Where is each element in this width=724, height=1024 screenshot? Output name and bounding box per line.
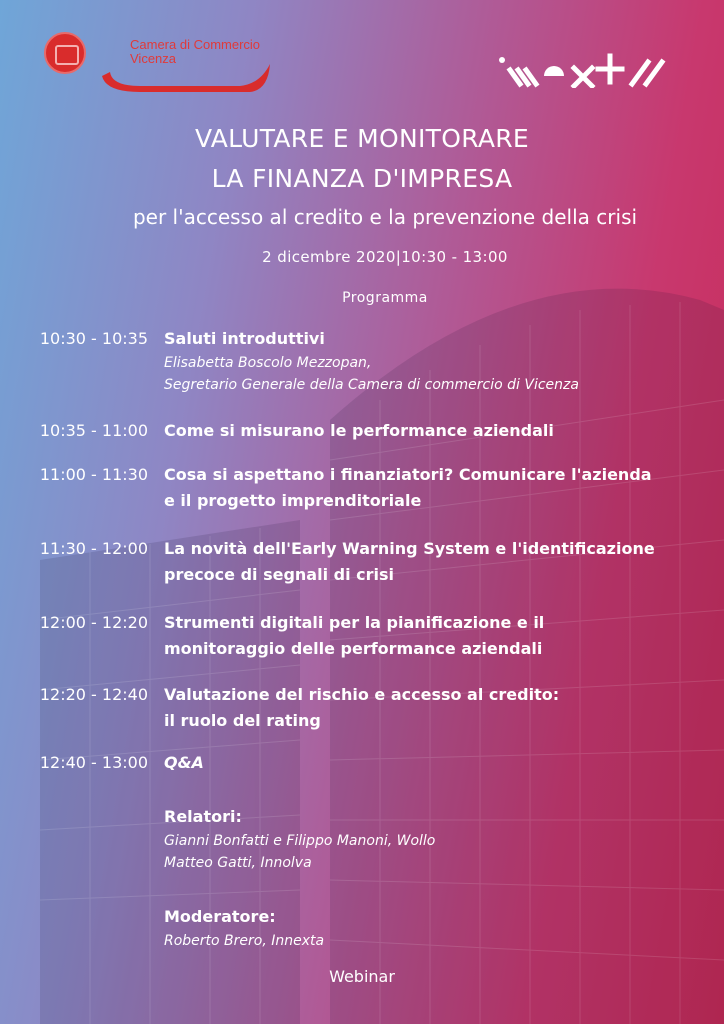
moderator-block xyxy=(164,904,704,952)
schedule-time: 12:00 - 12:20 xyxy=(39,613,148,632)
schedule-note: Elisabetta Boscolo Mezzopan, xyxy=(164,355,372,371)
schedule-title: e il progetto imprenditoriale xyxy=(164,491,422,510)
schedule-title: Strumenti digitali per la pianificazione e il xyxy=(164,613,545,632)
event-title-line1: VALUTARE E MONITORARE xyxy=(194,124,530,153)
moderator-name: Roberto Brero, Innexta xyxy=(164,933,325,949)
speakers-label: Relatori: xyxy=(164,807,242,826)
moderator-label: Moderatore: xyxy=(164,907,276,926)
org-name-line1: Camera di Commercio xyxy=(130,37,261,52)
speaker-name: Gianni Bonfatti e Filippo Manoni, Wollo xyxy=(164,833,436,849)
innexta-logo-icon xyxy=(498,48,666,88)
schedule-title: il ruolo del rating xyxy=(164,711,321,730)
schedule-desc xyxy=(164,682,704,734)
swoosh-icon xyxy=(100,62,272,96)
schedule-desc xyxy=(164,462,704,514)
event-title-line2: LA FINANZA D'IMPRESA xyxy=(211,164,513,193)
schedule-title: Saluti introduttivi xyxy=(164,329,325,348)
event-date: 2 dicembre 2020|10:30 - 13:00 xyxy=(262,248,508,266)
camera-commercio-logo xyxy=(44,32,274,96)
schedule-time: 11:30 - 12:00 xyxy=(39,539,148,558)
schedule-desc xyxy=(164,750,704,776)
schedule-time: 12:20 - 12:40 xyxy=(39,685,148,704)
schedule-desc xyxy=(164,418,704,444)
schedule-title: precoce di segnali di crisi xyxy=(164,565,395,584)
chamber-seal-icon xyxy=(44,32,86,74)
schedule-title: monitoraggio delle performance aziendali xyxy=(164,639,543,658)
event-format: Webinar xyxy=(329,967,395,986)
section-programma: Programma xyxy=(342,290,428,306)
schedule-time: 10:35 - 11:00 xyxy=(39,421,148,440)
schedule-time: 11:00 - 11:30 xyxy=(39,465,148,484)
schedule-time: 12:40 - 13:00 xyxy=(39,753,148,772)
schedule-desc xyxy=(164,326,704,396)
event-subtitle: per l'accesso al credito e la prevenzione della crisi xyxy=(132,205,638,229)
schedule-title: Q&A xyxy=(164,753,204,772)
speakers-block xyxy=(164,804,704,874)
schedule-desc xyxy=(164,536,704,588)
schedule-note: Segretario Generale della Camera di commercio di Vicenza xyxy=(164,377,579,393)
schedule-desc xyxy=(164,610,704,662)
schedule-time: 10:30 - 10:35 xyxy=(39,329,148,348)
schedule-title: Cosa si aspettano i finanziatori? Comunicare l'azienda xyxy=(164,465,652,484)
schedule-title: Come si misurano le performance aziendali xyxy=(164,421,554,440)
speaker-name: Matteo Gatti, Innolva xyxy=(164,855,312,871)
schedule-title: Valutazione del rischio e accesso al credito: xyxy=(164,685,560,704)
org-name-line2: Vicenza xyxy=(130,51,177,66)
schedule-title: La novità dell'Early Warning System e l'identificazione xyxy=(164,539,655,558)
